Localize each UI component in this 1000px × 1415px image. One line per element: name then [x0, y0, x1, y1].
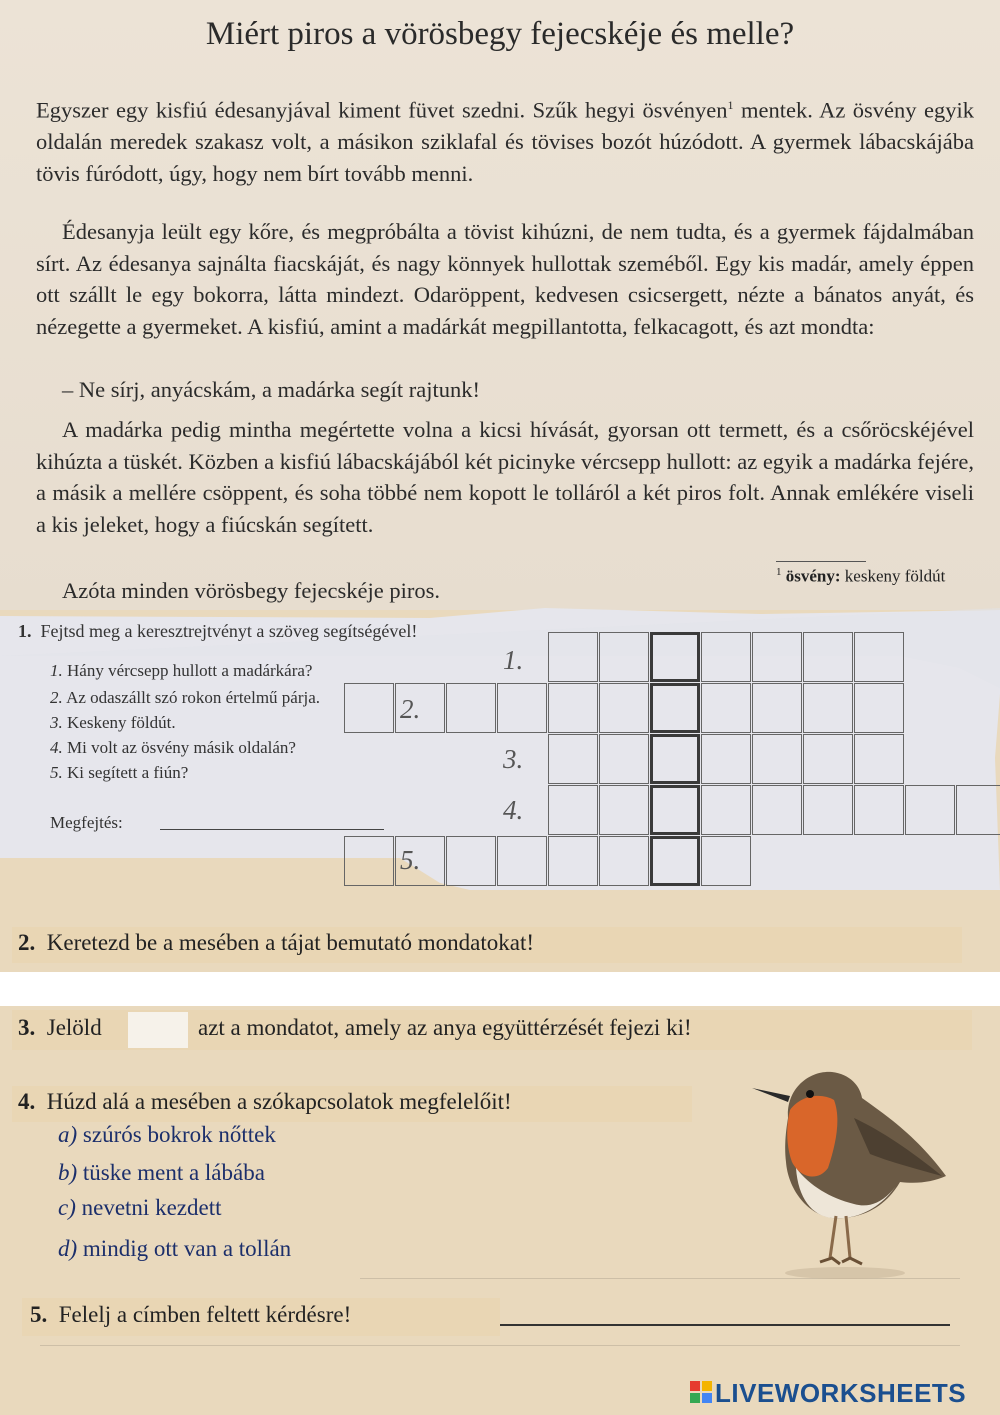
story-paragraph-5 — [36, 575, 736, 607]
task-number: 5. — [30, 1302, 48, 1327]
crossword-cell[interactable] — [752, 734, 802, 784]
crossword-cell[interactable] — [803, 632, 853, 682]
question-text: Hány vércsepp hullott a madárkára? — [67, 661, 313, 680]
question-number: 2. — [50, 688, 63, 707]
task4-item — [58, 1122, 276, 1148]
crossword-cell[interactable] — [701, 734, 751, 784]
robin-illustration — [750, 1058, 950, 1293]
question-text: Az odaszállt szó rokon értelmű párja. — [66, 688, 321, 707]
row-number: 2. — [400, 694, 421, 724]
footnote-mark: 1 — [776, 566, 782, 578]
crossword-cell[interactable] — [854, 785, 904, 835]
task-number: 2. — [18, 930, 36, 955]
crossword-cell[interactable] — [599, 683, 649, 733]
question-number: 4. — [50, 738, 63, 757]
solution-answer-line[interactable] — [160, 829, 384, 830]
crossword-cell[interactable] — [803, 683, 853, 733]
ruled-line — [40, 1345, 960, 1346]
crossword-cell[interactable] — [344, 836, 394, 886]
answer-line[interactable] — [500, 1324, 950, 1326]
crossword-cell[interactable] — [599, 785, 649, 835]
question-number: 5. — [50, 763, 63, 782]
crossword-cell[interactable] — [701, 683, 751, 733]
crossword-solution-cell[interactable] — [650, 836, 700, 886]
row-number: 1. — [503, 645, 524, 675]
task4-item — [58, 1236, 291, 1262]
row-number: 4. — [503, 795, 524, 825]
story-text: Egyszer egy kisfiú édesanyjával kiment füvet szedni. Szűk hegyi ösvényen — [36, 97, 728, 123]
task3-marker-box[interactable] — [128, 1012, 188, 1048]
crossword-cell[interactable] — [344, 683, 394, 733]
crossword-cell[interactable] — [395, 836, 445, 886]
crossword-question — [50, 738, 296, 758]
crossword-cell[interactable] — [752, 683, 802, 733]
story-paragraph-4 — [36, 414, 974, 540]
question-text: Keskeny földút. — [67, 713, 176, 732]
question-number: 1. — [50, 661, 63, 680]
task4-item — [58, 1160, 265, 1186]
footnote — [776, 566, 945, 587]
footnote-text: keskeny földút — [840, 566, 946, 586]
crossword-cell[interactable] — [548, 785, 598, 835]
crossword-cell[interactable] — [854, 734, 904, 784]
crossword-cell[interactable] — [599, 836, 649, 886]
crossword-cell[interactable] — [701, 836, 751, 886]
crossword-cell[interactable] — [497, 683, 547, 733]
crossword-cell[interactable] — [446, 683, 496, 733]
story-text: Édesanyja leült egy kőre, és megpróbálta a tövist kihúzni, de nem tudta, és a gyermek fájdalmában sírt. Az édesanya sajnálta fiacskáját, és nagy könnyek hullottak szeméből. Egy kis madár, amely éppen ott szállt le egy bokorra, látta mindezt. Odaröppent, kedvesen csicsergett, nézte a bánatos anyát, és nézegette a gyermeket. A kisfiú, amint a madárkát megpillantotta, felkacagott, és azt mondta: — [36, 219, 974, 339]
crossword-cell[interactable] — [446, 836, 496, 886]
task5-instruction — [30, 1302, 351, 1328]
story-text: Azóta minden vörösbegy fejecskéje piros. — [62, 578, 441, 603]
task4-instruction — [18, 1089, 512, 1115]
question-text: Ki segített a fiún? — [67, 763, 189, 782]
crossword-cell[interactable] — [803, 734, 853, 784]
task-number: 1. — [18, 621, 32, 641]
item-letter: c) — [58, 1195, 76, 1220]
crossword-question — [50, 661, 312, 681]
crossword-question — [50, 688, 320, 708]
footnote-term: ösvény: — [785, 566, 841, 586]
task-number: 4. — [18, 1089, 36, 1114]
task-text: Fejtsd meg a keresztrejtvényt a szöveg segítségével! — [40, 621, 418, 641]
crossword-question — [50, 763, 188, 783]
crossword-solution-cell[interactable] — [650, 785, 700, 835]
crossword-cell[interactable] — [956, 785, 1000, 835]
crossword-cell[interactable] — [548, 632, 598, 682]
item-text: tüske ment a lábába — [82, 1160, 265, 1185]
row-number: 5. — [400, 845, 421, 875]
item-letter: b) — [58, 1160, 78, 1185]
story-text: – Ne sírj, anyácskám, a madárka segít rajtunk! — [62, 377, 480, 402]
crossword-question — [50, 713, 176, 733]
task-text: Húzd alá a mesében a szókapcsolatok megfelelőit! — [46, 1089, 512, 1114]
item-letter: a) — [58, 1122, 78, 1147]
crossword-cell[interactable] — [701, 785, 751, 835]
task-text: Felelj a címben feltett kérdésre! — [58, 1302, 352, 1327]
task-text: Keretezd be a mesében a tájat bemutató mondatokat! — [46, 930, 535, 955]
task3-instruction: azt a mondatot, amely az anya együttérzését fejezi ki! — [198, 1015, 692, 1040]
task-number: 3. — [18, 1015, 36, 1040]
crossword-cell[interactable] — [599, 632, 649, 682]
task-text: Jelöld — [46, 1015, 102, 1040]
story-text: A madárka pedig mintha megértette volna a kicsi hívását, gyorsan ott termett, és a csőröcskéjével kihúzta a tüskét. Közben a kisfiú lábacskájából két picinyke vércsepp hullott: az egyik a madárka fejére, a másik a mellére csöppent, és soha többé nem kopott le tolláról a két piros folt. Annak emlékére viseli a kis jeleket, hogy a fiúcskán segített. — [36, 417, 974, 537]
page-title: Miért piros a vörösbegy fejecskéje és melle? — [205, 16, 795, 52]
crossword-cell[interactable] — [548, 734, 598, 784]
crossword-cell[interactable] — [548, 683, 598, 733]
crossword-solution-cell[interactable] — [650, 683, 700, 733]
item-text: szúrós bokrok nőttek — [82, 1122, 276, 1147]
crossword-cell[interactable] — [905, 785, 955, 835]
task2-instruction — [18, 930, 534, 956]
item-text: nevetni kezdett — [81, 1195, 222, 1220]
footnote-rule — [776, 561, 866, 562]
crossword-cell[interactable] — [548, 836, 598, 886]
row-number: 3. — [503, 744, 524, 774]
question-number: 3. — [50, 713, 63, 732]
item-text: mindig ott van a tollán — [82, 1236, 292, 1261]
page-gap — [0, 972, 1000, 1006]
crossword-cell[interactable] — [497, 836, 547, 886]
footnote-mark: 1 — [727, 98, 734, 112]
crossword-solution-cell[interactable] — [650, 734, 700, 784]
crossword-solution-cell[interactable] — [650, 632, 700, 682]
story-paragraph-3 — [36, 374, 974, 406]
crossword-cell[interactable] — [854, 683, 904, 733]
task3-instruction-start — [18, 1015, 102, 1041]
solution-label: Megfejtés: — [50, 813, 123, 832]
liveworksheets-logo-icon — [690, 1381, 712, 1403]
crossword-cell[interactable] — [752, 632, 802, 682]
story-paragraph-1 — [36, 90, 974, 189]
task4-item — [58, 1195, 221, 1221]
crossword-cell[interactable] — [395, 683, 445, 733]
task1-instruction — [18, 621, 417, 642]
item-letter: d) — [58, 1236, 78, 1261]
crossword-cell[interactable] — [599, 734, 649, 784]
crossword-cell[interactable] — [803, 785, 853, 835]
crossword-cell[interactable] — [752, 785, 802, 835]
story-paragraph-2 — [36, 216, 974, 342]
crossword-cell[interactable] — [701, 632, 751, 682]
story-text: mentek. Az ösvény egyik oldalán meredek szakasz volt, a másikon sziklafal és tövises bozót húzódott. A gyermek lábacskájába tövis fúródott, úgy, hogy nem bírt tovább menni. — [36, 97, 974, 186]
crossword-cell[interactable] — [854, 632, 904, 682]
question-text: Mi volt az ösvény másik oldalán? — [67, 738, 296, 757]
liveworksheets-logo: LIVEWORKSHEETS — [715, 1378, 967, 1408]
